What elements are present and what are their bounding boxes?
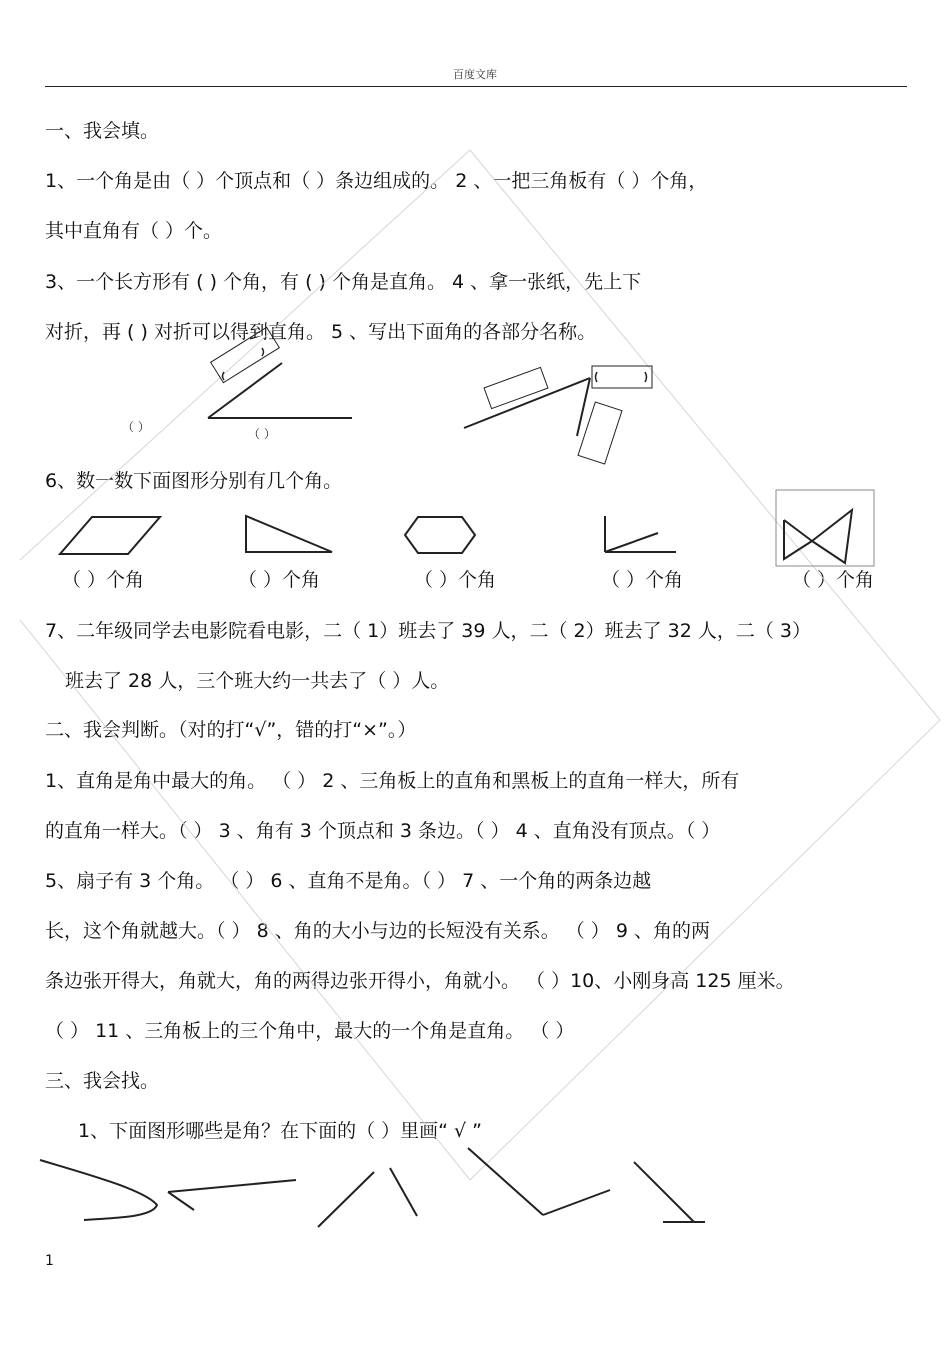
parallelogram-shape [60, 517, 160, 554]
angle-part-blank-bottom: （ ） [248, 427, 276, 441]
q6-answer-angle: （ ）个角 [601, 569, 684, 591]
angle-figure-2 [464, 366, 652, 464]
triangle-shape [246, 516, 332, 552]
q6-answer-parallelogram: （ ）个角 [62, 569, 145, 591]
section-judge-title: 二、我会判断。（对的打“√”，错的打“×”。） [45, 719, 417, 741]
find-question-1: 1、下面图形哪些是角？在下面的（ ）里画“ √ ” [78, 1120, 483, 1142]
judge-line-6: （ ） 11 、三角板上的三个角中，最大的一个角是直角。 （ ） [45, 1020, 575, 1042]
question-1-2-line-b: 其中直角有（ ）个。 [45, 220, 223, 242]
q6-answer-hexagon: （ ）个角 [414, 569, 497, 591]
question-6-title: 6、数一数下面图形分别有几个角。 [45, 470, 343, 492]
bowtie-shape [776, 490, 874, 566]
v-angle-figure [468, 1148, 610, 1215]
watermark-lines [20, 150, 940, 1180]
q6-answer-triangle: （ ）个角 [238, 569, 321, 591]
question-7-line-a: 7、二年级同学去电影院看电影，二（ 1）班去了 39 人，二（ 2）班去了 32 人，二（ 3） [45, 620, 811, 642]
acute-angle-figure [634, 1162, 705, 1222]
open-angle-figure [168, 1180, 296, 1210]
question-3-4-line-b: 对折，再 ( ) 对折可以得到直角。 5 、写出下面角的各部分名称。 [45, 321, 597, 343]
curve-figure [40, 1160, 157, 1220]
judge-line-3: 5、扇子有 3 个角。 （ ） 6 、直角不是角。（ ） 7 、一个角的两条边越 [45, 870, 652, 892]
judge-line-4: 长，这个角就越大。（ ） 8 、角的大小与边的长短没有关系。 （ ） 9 、角的两 [45, 920, 710, 942]
section-fill-title: 一、我会填。 [45, 120, 160, 142]
judge-line-1: 1、直角是角中最大的角。 （ ） 2 、三角板上的直角和黑板上的直角一样大，所有 [45, 770, 740, 792]
judge-line-2: 的直角一样大。（ ） 3 、角有 3 个顶点和 3 条边。（ ） 4 、直角没有顶点。（ ） [45, 820, 721, 842]
question-1-2-line-a: 1、一个角是由（ ）个顶点和（ ）条边组成的。 2 、一把三角板有（ ）个角， [45, 170, 708, 192]
angle-figure-1 [208, 327, 352, 418]
question-7-line-b: 班去了 28 人，三个班大约一共去了（ ）人。 [65, 670, 450, 692]
question-3-4-line-a: 3、一个长方形有 ( ) 个角，有 ( ) 个角是直角。 4 、拿一张纸，先上下 [45, 271, 642, 293]
hexagon-shape [405, 517, 475, 553]
page-number: 1 [45, 1253, 54, 1269]
q6-answer-bowtie: （ ）个角 [792, 569, 875, 591]
page-header: 百度文库 [453, 68, 497, 81]
judge-line-5: 条边张开得大，角就大，角的两得边张开得小，角就小。 （ ）10、小刚身高 125 厘米。 [45, 970, 795, 992]
separated-lines-figure [318, 1168, 417, 1227]
section-find-title: 三、我会找。 [45, 1070, 160, 1092]
angle-part-blank-left: （ ） [122, 420, 150, 434]
angle-shape [605, 516, 676, 552]
